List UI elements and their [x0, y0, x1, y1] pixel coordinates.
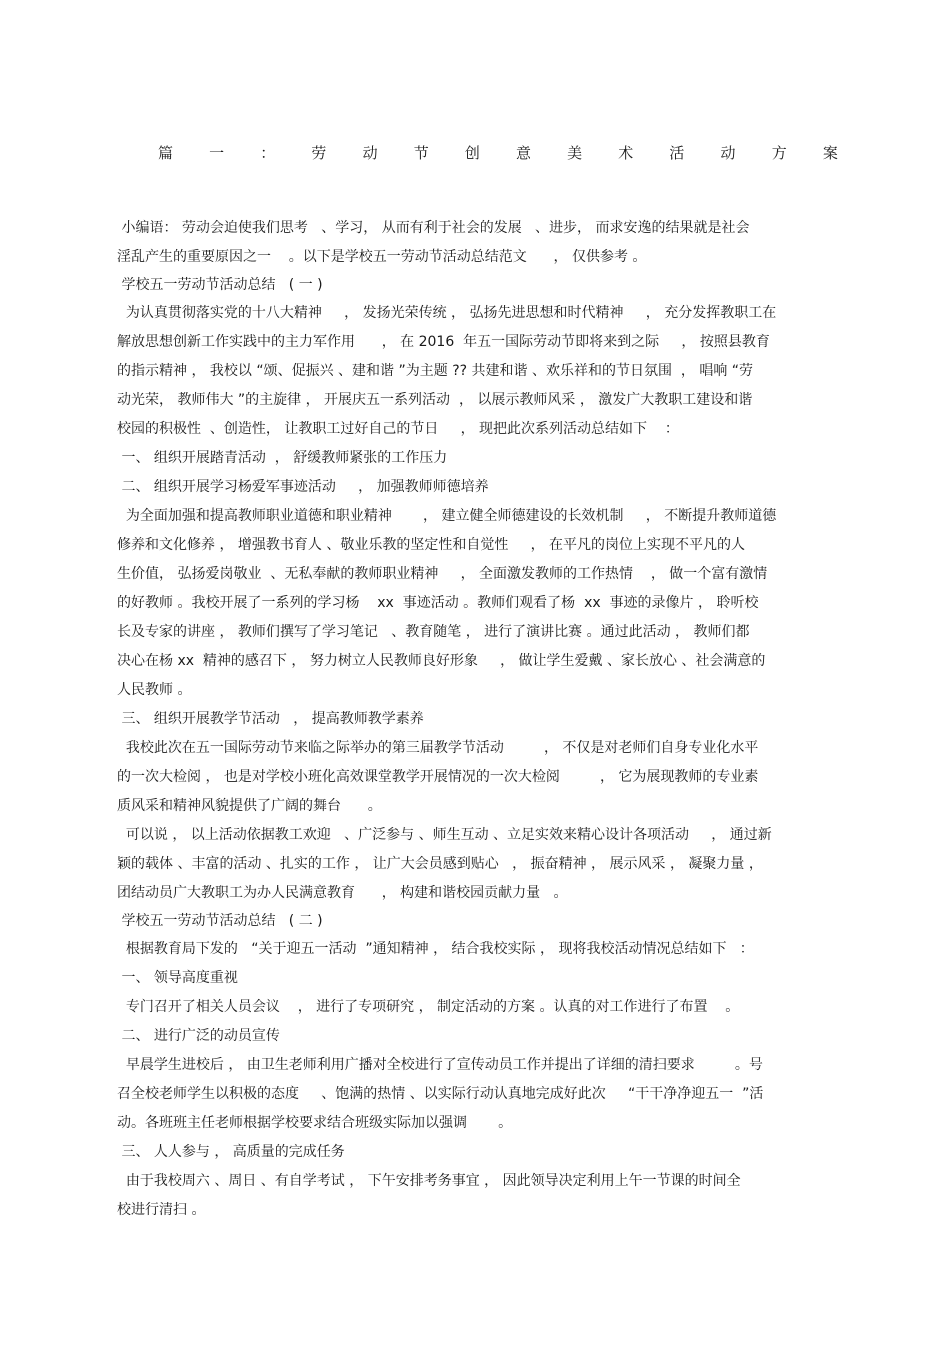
title-char: 一 [209, 144, 225, 162]
paragraph-line: 团结动员广大教职工为办人民满意教育 ， 构建和谐校园贡献力量 。 [117, 885, 568, 901]
paragraph-line: 颖的载体 、丰富的活动 、扎实的工作 ， 让广大会员感到贴心 ， 振奋精神 ， 展示风采 ， 凝聚力量 ， [117, 856, 763, 872]
title-char: 意 [515, 144, 531, 162]
document-title [158, 143, 838, 163]
title-char: 方 [771, 144, 787, 162]
paragraph-line: 为认真贯彻落实党的十八大精神 ， 发扬光荣传统 ， 弘扬先进思想和时代精神 ， 充分发挥教职工在 [117, 305, 777, 321]
paragraph-line: 校园的积极性 、创造性， 让教职工过好自己的节日 ， 现把此次系列活动总结如下 ： [117, 421, 679, 437]
title-char: 篇 [158, 144, 174, 162]
section-heading: 学校五一劳动节活动总结 ( 二 ) [117, 913, 323, 929]
paragraph-line: 的指示精神 ， 我校以 “颂、促振兴 、建和谐 ”为主题 ?? 共建和谐 、欢乐祥和的节日氛围 ， 唱响 “劳 [117, 363, 754, 379]
paragraph-line: 召全校老师学生以积极的态度 、饱满的热情 、以实际行动认真地完成好此次 “干干净净迎五一 ”活 [117, 1086, 764, 1102]
subheading: 一、 组织开展踏青活动 ， 舒缓教师紧张的工作压力 [117, 450, 448, 466]
paragraph-line: 长及专家的讲座 ， 教师们撰写了学习笔记 、教育随笔 ， 进行了演讲比赛 。通过此活动 ， 教师们都 [117, 624, 750, 640]
title-char: 劳 [311, 144, 327, 162]
title-char: 美 [567, 144, 583, 162]
paragraph-line: 的一次大检阅 ， 也是对学校小班化高效课堂教学开展情况的一次大检阅 ， 它为展现教师的专业素 [117, 769, 759, 785]
paragraph-line: 修养和文化修养 ， 增强教书育人 、敬业乐教的坚定性和自觉性 ， 在平凡的岗位上实现不平凡的人 [117, 537, 746, 553]
title-char: 案 [822, 144, 838, 162]
paragraph-line: 可以说 ， 以上活动依据教工欢迎 、广泛参与 、师生互动 、立足实效来精心设计各项活动 ， 通过新 [117, 827, 772, 843]
paragraph-line: 动光荣， 教师伟大 ”的主旋律 ， 开展庆五一系列活动 ， 以展示教师风采 ， 激发广大教职工建设和谐 [117, 392, 753, 408]
paragraph-line: 解放思想创新工作实践中的主力军作用 ， 在 2016 年五一国际劳动节即将来到之际 ， 按照县教育 [117, 334, 770, 350]
subheading: 三、 人人参与 ， 高质量的完成任务 [117, 1144, 345, 1160]
paragraph-line: 决心在杨 xx 精神的感召下 ， 努力树立人民教师良好形象 ， 做让学生爱戴 、家长放心 、社会满意的 [117, 653, 766, 669]
paragraph-line: 的好教师 。我校开展了一系列的学习杨 xx 事迹活动 。教师们观看了杨 xx 事迹的录像片 ， 聆听校 [117, 595, 759, 611]
title-char: 术 [618, 144, 634, 162]
title-char: 活 [669, 144, 685, 162]
title-char: 节 [413, 144, 429, 162]
subheading: 一、 领导高度重视 [117, 970, 238, 986]
paragraph-line: 生价值， 弘扬爱岗敬业 、无私奉献的教师职业精神 ， 全面激发教师的工作热情 ， 做一个富有激情 [117, 566, 768, 582]
paragraph-line: 根据教育局下发的 “关于迎五一活动 ”通知精神 ， 结合我校实际 ， 现将我校活动情况总结如下 ： [117, 941, 754, 957]
paragraph-line: 为全面加强和提高教师职业道德和职业精神 ， 建立健全师德建设的长效机制 ， 不断提升教师道德 [117, 508, 777, 524]
title-char: 动 [362, 144, 378, 162]
document-body [117, 214, 837, 1225]
paragraph-line: 校进行清扫 。 [117, 1202, 206, 1218]
subheading: 二、 组织开展学习杨爱军事迹活动 ， 加强教师师德培养 [117, 479, 489, 495]
title-char: ： [260, 144, 276, 162]
paragraph-line: 专门召开了相关人员会议 ， 进行了专项研究 ， 制定活动的方案 。认真的对工作进行了布置 。 [117, 999, 740, 1015]
paragraph-line: 人民教师 。 [117, 682, 192, 698]
title-char: 创 [464, 144, 480, 162]
paragraph-line: 早晨学生进校后 ， 由卫生老师利用广播对全校进行了宣传动员工作并提出了详细的清扫要求 。号 [117, 1057, 763, 1073]
subheading: 三、 组织开展教学节活动 ， 提高教师教学素养 [117, 711, 424, 727]
intro-line: 淫乱产生的重要原因之一 。以下是学校五一劳动节活动总结范文 ， 仅供参考 。 [117, 249, 647, 265]
paragraph-line: 质风采和精神风貌提供了广阔的舞台 。 [117, 798, 382, 814]
paragraph-line: 我校此次在五一国际劳动节来临之际举办的第三届教学节活动 ， 不仅是对老师们自身专业化水平 [117, 740, 759, 756]
paragraph-line: 由于我校周六 、周日 、有自学考试 ， 下午安排考务事宜 ， 因此领导决定利用上午一节课的时间全 [117, 1173, 741, 1189]
intro-line: 小编语： 劳动会迫使我们思考 、学习， 从而有利于社会的发展 、进步， 而求安逸的结果就是社会 [117, 220, 750, 236]
subheading: 二、 进行广泛的动员宣传 [117, 1028, 280, 1044]
paragraph-line: 动。各班班主任老师根据学校要求结合班级实际加以强调 。 [117, 1115, 513, 1131]
title-char: 动 [720, 144, 736, 162]
section-heading: 学校五一劳动节活动总结 ( 一 ) [117, 277, 323, 293]
